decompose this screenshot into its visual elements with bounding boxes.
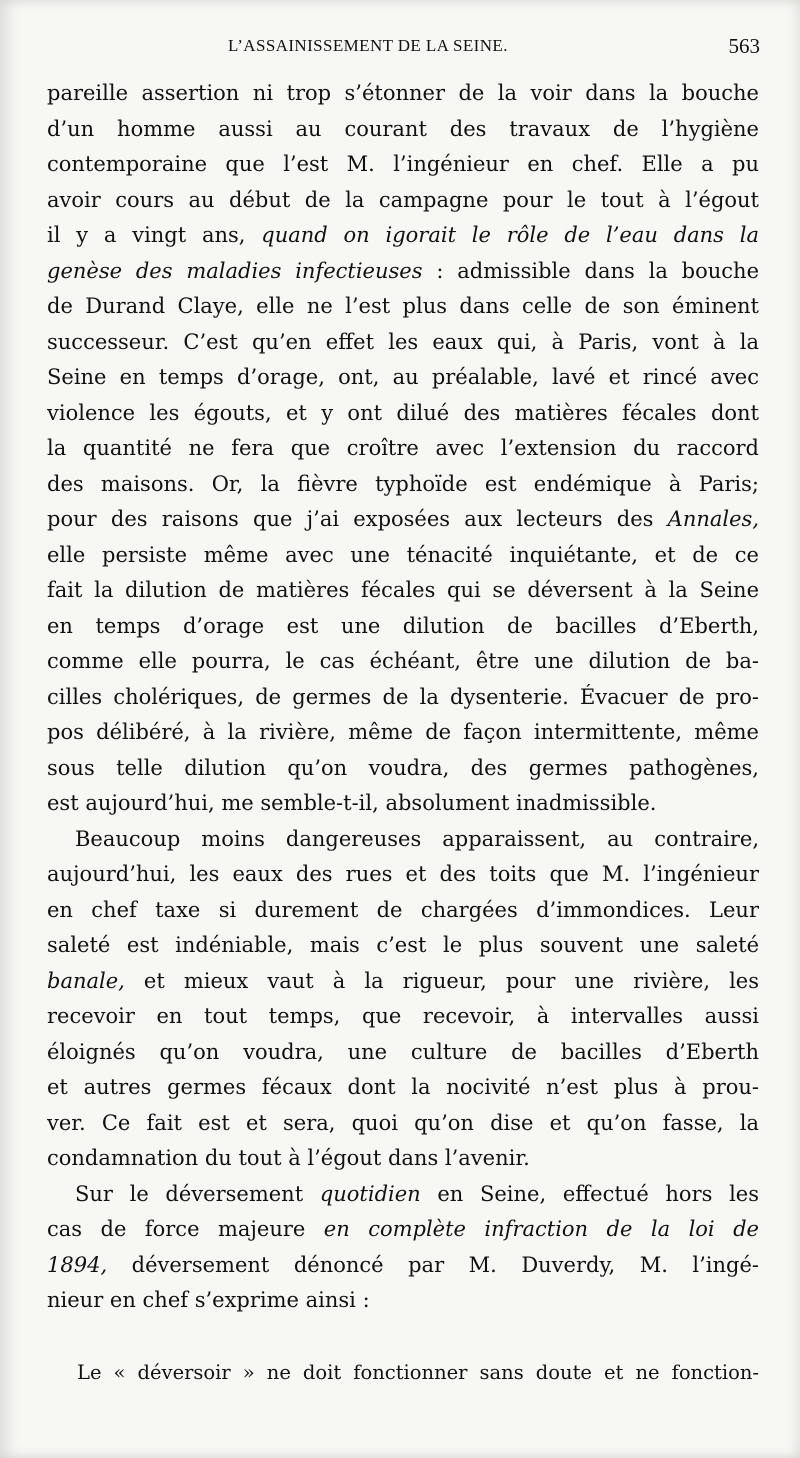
text-line xyxy=(47,183,759,219)
text-segment: en temps d’orage est une dilution de bacilles d’Eberth, xyxy=(47,613,759,638)
text-segment: contemporaine que l’est M. l’ingénieur en chef. Elle a pu xyxy=(47,152,759,176)
text-line xyxy=(47,609,759,645)
block-quote-spacer xyxy=(47,1319,759,1355)
text-segment: il y a vingt ans, xyxy=(47,223,262,247)
text-line xyxy=(47,112,759,148)
page-number: 563 xyxy=(728,34,760,58)
text-segment: sous telle dilution qu’on voudra, des germes pathogènes, xyxy=(47,755,759,780)
text-segment: : admissible dans la bouche xyxy=(422,258,759,283)
text-line xyxy=(47,1177,759,1213)
text-segment: violence les égouts, et y ont dilué des matières fécales dont xyxy=(47,400,759,425)
text-line xyxy=(47,893,759,929)
text-line xyxy=(47,1283,759,1319)
text-segment: et mieux vaut à la rigueur, pour une rivière, les xyxy=(124,968,759,993)
text-segment: pour des raisons que j’ai exposées aux lecteurs des xyxy=(47,507,668,531)
text-line xyxy=(47,822,759,858)
text-segment: ver. Ce fait est et sera, quoi qu’on dise et qu’on fasse, la xyxy=(47,1110,759,1135)
text-line xyxy=(47,1212,759,1248)
italic-segment: quotidien xyxy=(319,1181,421,1206)
text-line xyxy=(47,289,759,325)
text-line xyxy=(47,218,759,254)
text-segment: saleté est indéniable, mais c’est le plus souvent une saleté xyxy=(47,933,759,957)
text-line xyxy=(47,751,759,787)
text-line xyxy=(47,1106,759,1142)
text-line xyxy=(47,147,759,183)
text-line xyxy=(47,857,759,893)
text-segment: pos délibéré, à la rivière, même de façon intermittente, même xyxy=(47,720,759,744)
text-line xyxy=(47,680,759,716)
text-segment: en Seine, effectué hors les xyxy=(420,1181,759,1206)
text-line xyxy=(47,999,759,1035)
text-line xyxy=(47,254,759,290)
text-segment: comme elle pourra, le cas échéant, être une dilution de ba- xyxy=(47,649,759,673)
page-header xyxy=(228,36,760,62)
text-segment: la quantité ne fera que croître avec l’extension du raccord xyxy=(47,436,759,460)
text-line xyxy=(47,325,759,361)
text-line xyxy=(47,360,759,396)
text-segment: condamnation du tout à l’égout dans l’avenir. xyxy=(47,1146,530,1170)
italic-segment: quand on igorait le rôle de l’eau dans la xyxy=(261,223,759,247)
text-segment: elle persiste même avec une ténacité inquiétante, et de ce xyxy=(47,542,759,567)
text-segment: est aujourd’hui, me semble-t-il, absolument inadmissible. xyxy=(47,791,657,815)
text-segment: successeur. C’est qu’en effet les eaux qui, à Paris, vont à la xyxy=(47,329,759,354)
text-segment: éloignés qu’on voudra, une culture de bacilles d’Eberth xyxy=(47,1039,759,1064)
text-segment: déversement dénoncé par M. Duverdy, M. l’ingé- xyxy=(107,1252,759,1277)
italic-segment: Annales, xyxy=(667,507,759,531)
text-segment: en chef taxe si durement de chargées d’immondices. Leur xyxy=(47,897,759,922)
text-segment: Sur le déversement xyxy=(75,1181,320,1206)
text-segment: Beaucoup moins dangereuses apparaissent, au contraire, xyxy=(75,826,759,851)
text-segment: cilles cholériques, de germes de la dysenterie. Évacuer de pro- xyxy=(47,684,759,709)
text-line xyxy=(47,431,759,467)
italic-segment: 1894, xyxy=(47,1252,108,1277)
text-line xyxy=(47,538,759,574)
italic-segment: genèse des maladies infectieuses xyxy=(47,258,423,283)
text-segment: nieur en chef s’exprime ainsi : xyxy=(47,1288,370,1312)
text-line xyxy=(47,573,759,609)
text-segment: aujourd’hui, les eaux des rues et des toits que M. l’ingénieur xyxy=(47,862,759,886)
text-segment: de Durand Claye, elle ne l’est plus dans celle de son éminent xyxy=(47,294,759,318)
text-line xyxy=(47,502,759,538)
text-line xyxy=(47,928,759,964)
text-segment: Seine en temps d’orage, ont, au préalable, lavé et rincé avec xyxy=(47,365,759,389)
text-segment: pareille assertion ni trop s’étonner de la voir dans la bouche xyxy=(47,81,759,105)
text-line xyxy=(47,1070,759,1106)
italic-segment: banale, xyxy=(47,968,125,993)
text-line xyxy=(47,1035,759,1071)
text-segment: d’un homme aussi au courant des travaux de l’hygiène xyxy=(47,116,759,141)
text-segment: et autres germes fécaux dont la nocivité n’est plus à prou- xyxy=(47,1075,759,1099)
text-line xyxy=(47,715,759,751)
text-segment: avoir cours au début de la campagne pour le tout à l’égout xyxy=(47,187,759,212)
text-line xyxy=(47,396,759,432)
text-segment: des maisons. Or, la fièvre typhoïde est endémique à Paris; xyxy=(47,471,759,496)
text-line xyxy=(47,786,759,822)
text-line xyxy=(47,1248,759,1284)
text-segment: cas de force majeure xyxy=(47,1217,324,1241)
running-head: L’ASSAINISSEMENT DE LA SEINE. xyxy=(228,36,508,55)
text-line xyxy=(47,76,759,112)
italic-segment: en complète infraction de la loi de xyxy=(323,1217,759,1241)
text-line xyxy=(47,467,759,503)
body-text xyxy=(47,76,759,1390)
quoted-text-line: Le « déversoir » ne doit fonctionner sans doute et ne fonction- xyxy=(77,1360,759,1384)
text-line xyxy=(47,1141,759,1177)
text-segment: recevoir en tout temps, que recevoir, à intervalles aussi xyxy=(47,1004,759,1028)
text-line xyxy=(47,964,759,1000)
text-line xyxy=(47,644,759,680)
text-segment: fait la dilution de matières fécales qui se déversent à la Seine xyxy=(47,578,759,602)
